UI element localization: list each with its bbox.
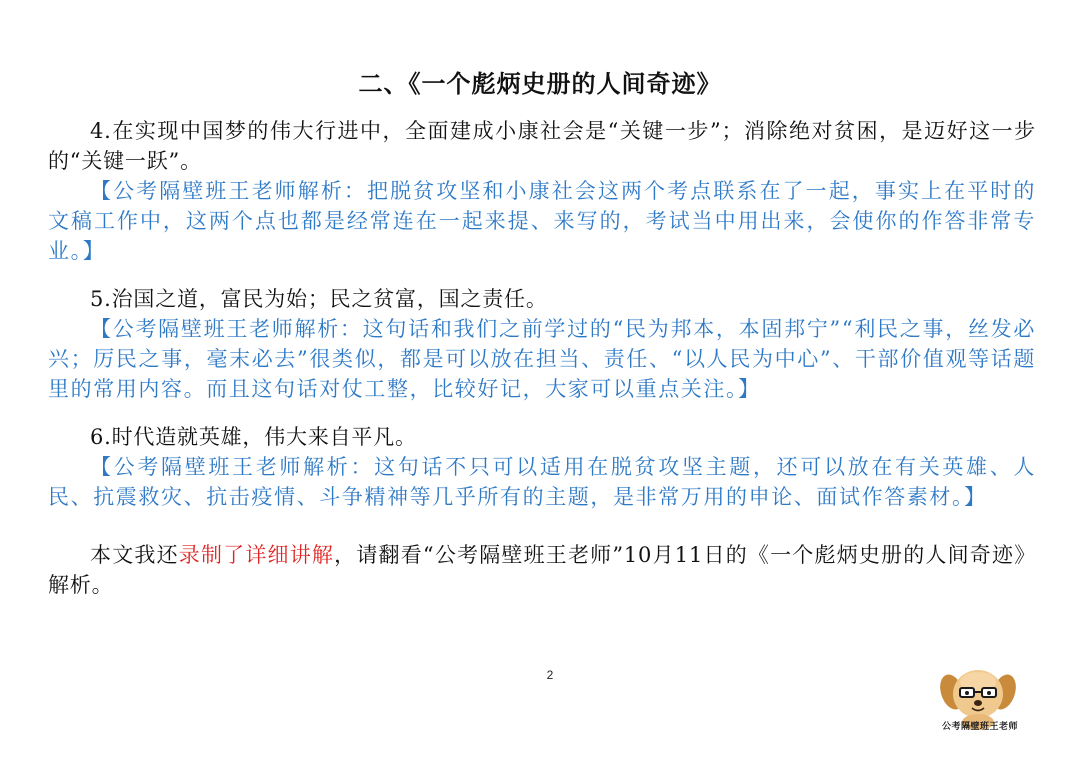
closing-text-after: ，请翻看“公考隔壁班王老师”10月11日的《一个彪炳史册的人间奇迹》解析。 <box>48 543 1036 597</box>
excerpt-item-5 <box>48 284 1036 404</box>
page-number: 2 <box>546 668 554 682</box>
analysis-note: 【公考隔壁班王老师解析：这句话不只可以适用在脱贫攻坚主题，还可以放在有关英雄、人民、抗震救灾、抗击疫情、斗争精神等几乎所有的主题，是非常万用的申论、面试作答素材。】 <box>48 455 1036 509</box>
excerpt-item-4 <box>48 116 1036 266</box>
closing-paragraph <box>48 540 1036 600</box>
section-title: 二、《一个彪炳史册的人间奇迹》 <box>358 69 722 98</box>
quote-text: 4.在实现中国梦的伟大行进中，全面建成小康社会是“关键一步”；消除绝对贫困，是迈好这一步的“关键一跃”。 <box>48 119 1036 173</box>
logo-caption: 公考隔壁班王老师 <box>941 721 1018 731</box>
closing-text-before: 本文我还 <box>90 543 179 567</box>
analysis-note: 【公考隔壁班王老师解析：把脱贫攻坚和小康社会这两个考点联系在了一起，事实上在平时的文稿工作中，这两个点也都是经常连在一起来提、来写的，考试当中用出来，会使你的作答非常专业。】 <box>48 179 1036 263</box>
closing-highlight-link: 录制了详细讲解 <box>178 543 335 567</box>
excerpt-item-6 <box>48 422 1036 512</box>
analysis-note: 【公考隔壁班王老师解析：这句话和我们之前学过的“民为邦本，本固邦宁”“利民之事，丝发必兴；厉民之事，毫末必去”很类似，都是可以放在担当、责任、“以人民为中心”、干部价值观等话题里的常用内容。而且这句话对仗工整，比较好记，大家可以重点关注。】 <box>48 317 1036 401</box>
quote-text: 5.治国之道，富民为始；民之贫富，国之责任。 <box>90 287 548 311</box>
quote-text: 6.时代造就英雄，伟大来自平凡。 <box>90 425 417 449</box>
